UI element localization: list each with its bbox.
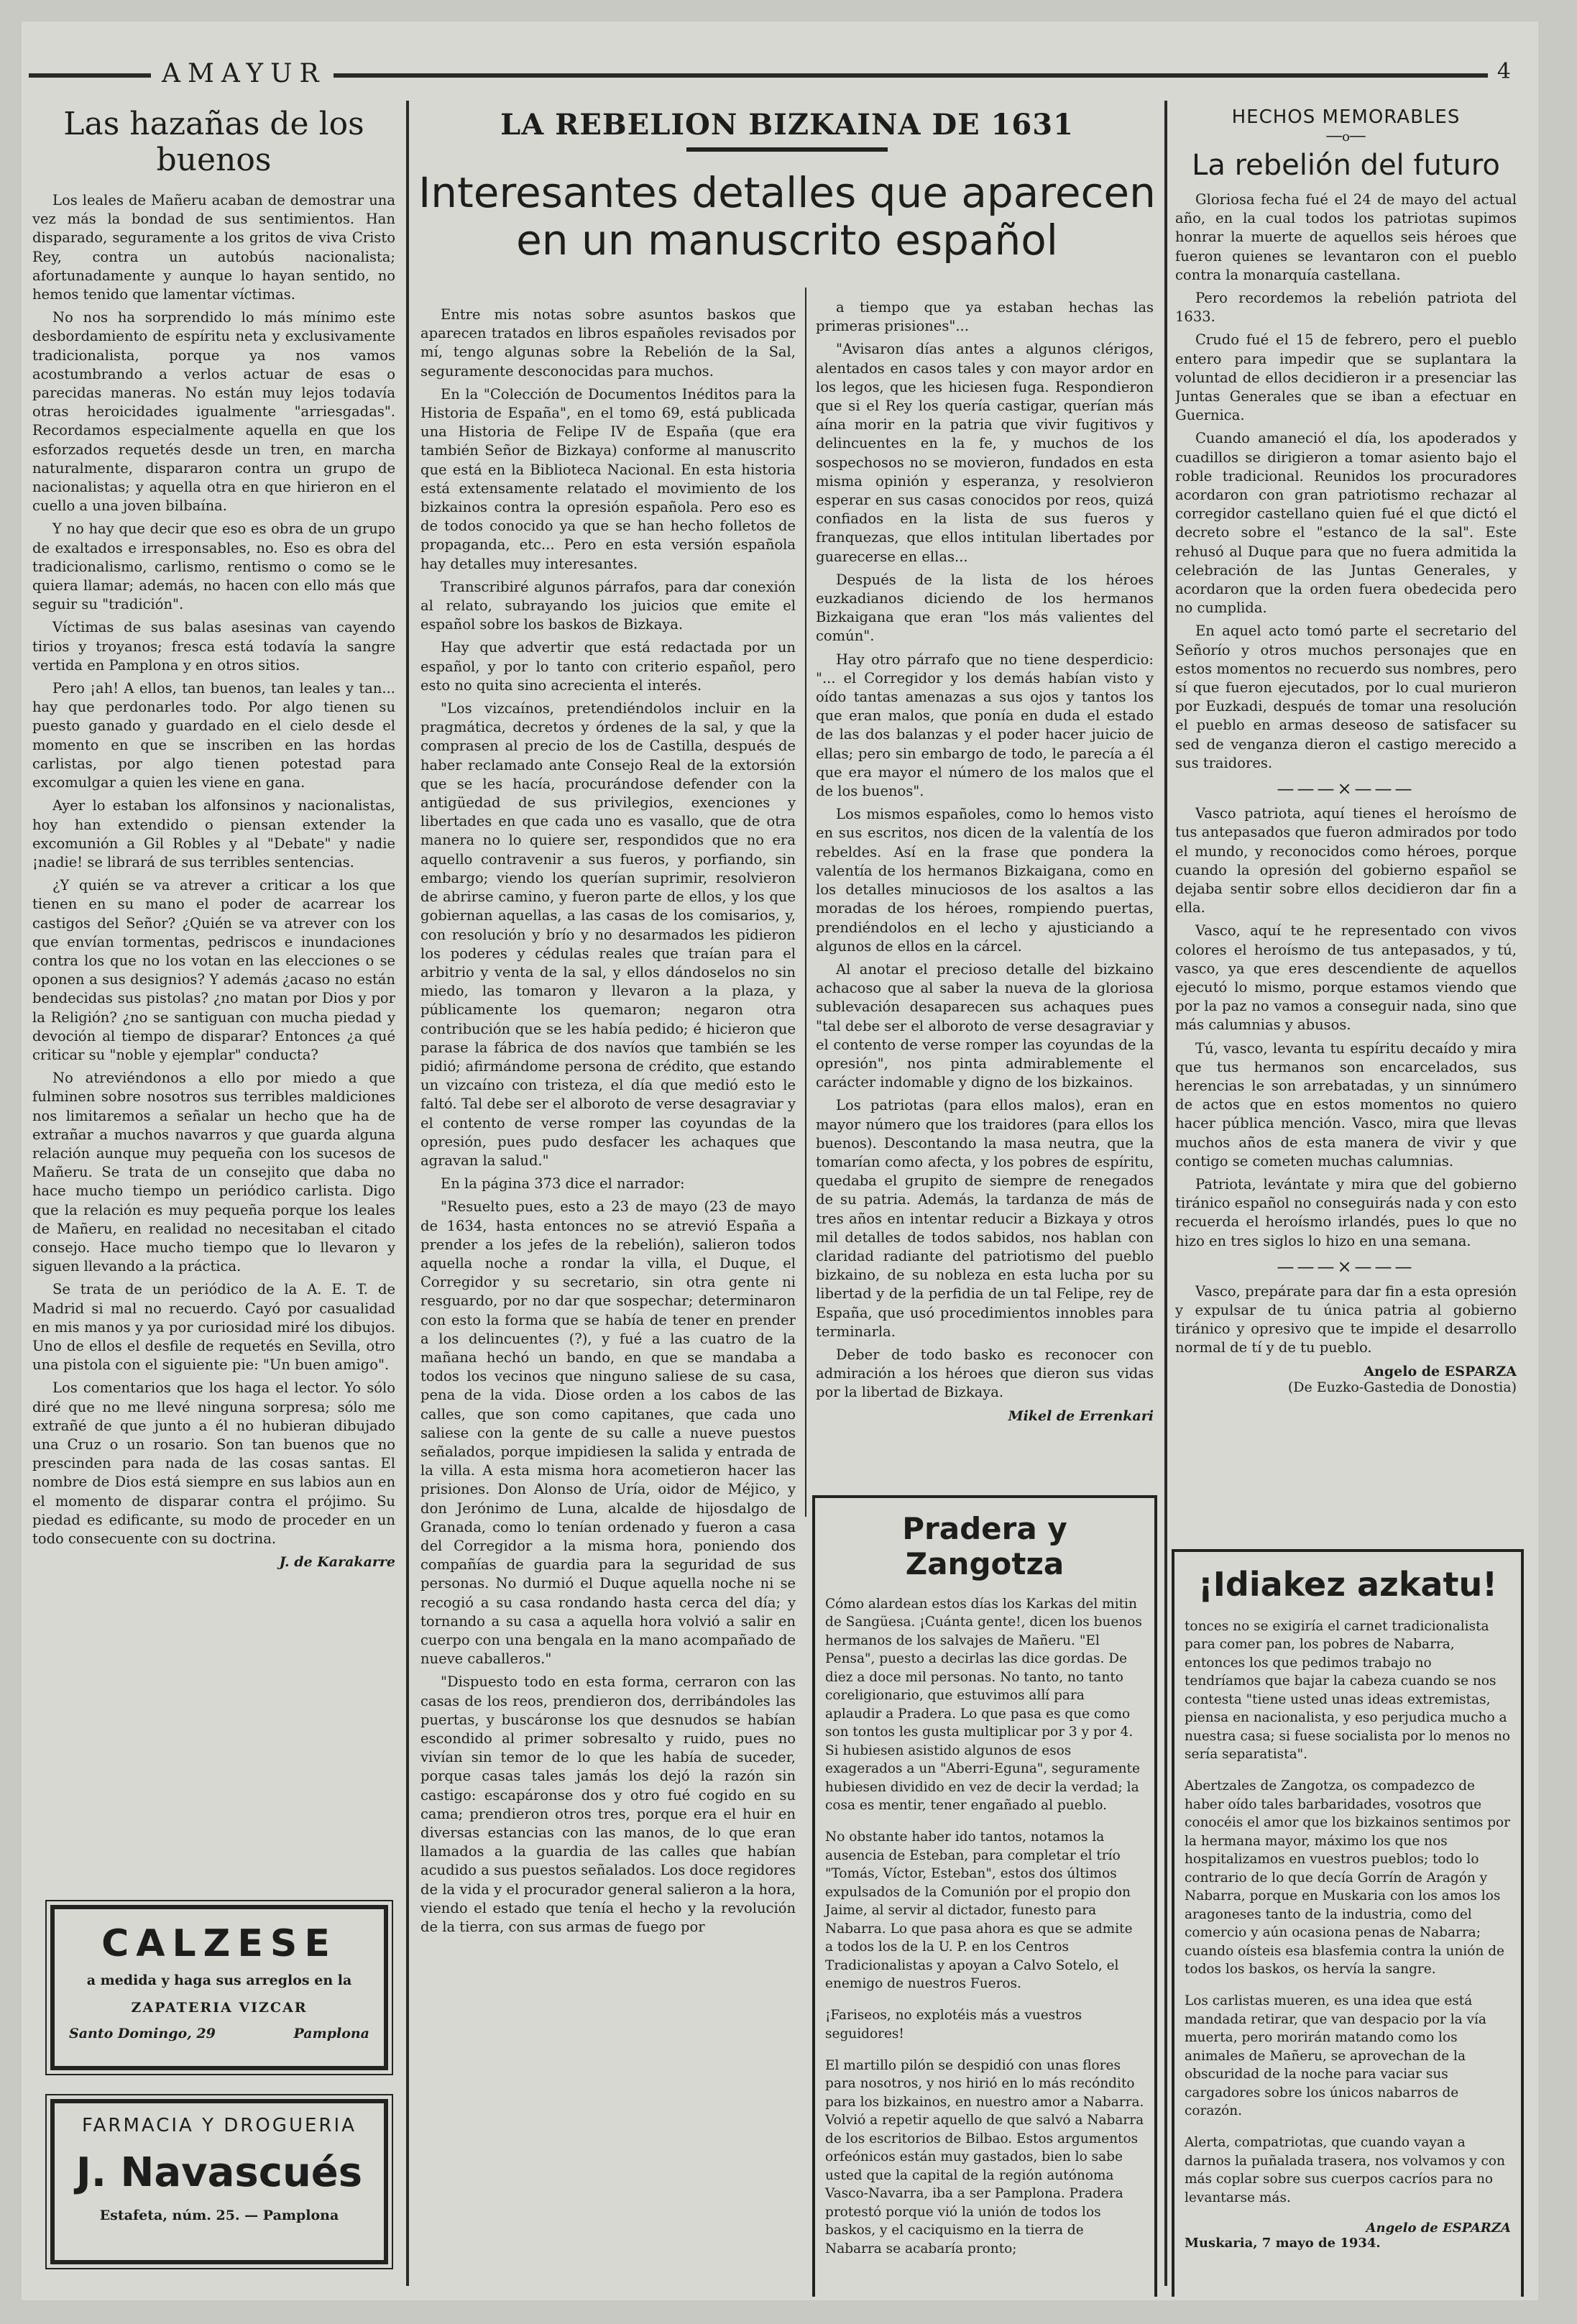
ad-calzese bbox=[50, 1905, 388, 2070]
page-number: 4 bbox=[1491, 59, 1517, 84]
signature: Angelo de ESPARZA bbox=[1366, 2220, 1511, 2236]
box-title: ¡Idiakez azkatu! bbox=[1197, 1565, 1498, 1604]
paragraph: Los mismos españoles, como lo hemos visto en sus escritos, nos dicen de la valentía de los rebeldes. Así en la frase que pondera la valentía de los hermanos Bizkaigana, como en los detalles minuciosos de los asaltos a las moradas de los héroes, rompiendo puertas, prendiéndolos en el lecho y ajusticiando a algunos de ellos en la cárcel. bbox=[816, 806, 1154, 955]
paragraph: "Resuelto pues, esto a 23 de mayo (23 de mayo de 1634, hasta entonces no se atrevió España a prender a los jefes de la rebelión), salieron todos aquella noche a rondar la villa, el Duque, el Corregidor y su secretario, sin otra gente ni resguardo, por no dar que sospechar; determinaron con esto la forma que se había de tener en prender a los delincuentes (?), y fué a las cuatro de la mañana hechó un bando, en que se mandaba a todos los vecinos que ninguno saliese de su casa, pena de la vida. Diose orden a los cabos de las calles, que son como capitanes, que cada uno saliese con la gente de su calle a nueve puestos señalados, porque impidiesen la salida y entrada de la villa. A esta misma hora acometieron hacer las prisiones. Don Alonso de Uría, oidor de Méjico, y don Jerónimo de Luna, alcalde de hijosdalgo de Granada, como lo tenían ordenado y fueron a casa del Corregidor a la misma hora, poniendo dos compañías de guardia para la seguridad de sus personas. No durmió el Duque aquella noche ni se recogió a su casa rondando hasta cerca del día; y tornando a su casa a aquella hora volvió a salir en cuerpo con una bengala en la mano acompañado de nueve caballeros." bbox=[420, 1198, 796, 1668]
center-article-col-a bbox=[420, 306, 796, 2297]
paragraph: Se trata de un periódico de la A. E. T. de Madrid si mal no recuerdo. Cayó por casualidad en mis manos y ya por curiosidad miré los dibujos. Uno de ellos el desfile de requetés en Sevilla, otro una pistola con el siguiente pie: "Un buen amigo". bbox=[32, 1281, 395, 1374]
article-title: La rebelión del futuro bbox=[1192, 149, 1500, 182]
masthead-rule-left bbox=[29, 73, 151, 78]
ad-calzese-line2: ZAPATERIA VIZCAR bbox=[131, 2000, 308, 2016]
paragraph: Los carlistas mueren, es una idea que está mandada retirar, que van despacio por la vía muerta, pero morirán matando como los animales de Mañeru, se aprovechan de la obscuridad de la noche para vaciar sus cargadores sobre los únicos nabarros de corazón. bbox=[1185, 1993, 1486, 2118]
section-title: HECHOS MEMORABLES bbox=[1231, 106, 1461, 128]
paragraph: Pero recordemos la rebelión patriota del 1633. bbox=[1175, 290, 1517, 326]
paragraph: Vasco patriota, aquí tienes el heroísmo de tus antepasados que fueron admirados por todo el mundo, y reconocidos como héroes, porque cuando la opresión del gobierno español se dejaba sentir sobre ellos decidieron dar fin a ella. bbox=[1175, 805, 1517, 917]
paragraph: Hay que advertir que está redactada por un español, y por lo tanto con criterio español, pero esto no quita sino acrecienta el interés. bbox=[420, 639, 796, 694]
section-title: LA REBELION BIZKAINA DE 1631 bbox=[500, 108, 1074, 142]
paragraph: Hay otro párrafo que no tiene desperdicio: "... el Corregidor y los demás habían visto y oído tantas amenazas a sus ojos y tantos los que eran malos, que ponía en duda el estado de las dos balanzas y el poder hacer juicio de ellas; pero sin embargo de todo, le parecía a él que era mayor el número de los malos que el de los buenos". bbox=[816, 651, 1154, 800]
separator: ———×——— bbox=[1277, 1256, 1415, 1277]
article-headline: Interesantes detalles que aparecen en un manuscrito español bbox=[418, 168, 1156, 265]
column-rule-2 bbox=[1164, 101, 1167, 2286]
paragraph: En la página 373 dice el narrador: bbox=[441, 1175, 685, 1193]
center-article-col-b bbox=[816, 298, 1154, 1484]
paragraph: Crudo fué el 15 de febrero, pero el pueblo entero para impedir que se suplantara la voluntad de ellos decidieron ir a presenciar las Juntas Generales que se iban a efectuar en Guernica. bbox=[1175, 331, 1517, 424]
column-rule-center bbox=[805, 288, 806, 1517]
column-rule-1 bbox=[406, 101, 409, 2286]
paragraph: Los patriotas (para ellos malos), eran en mayor número que los traidores (para ellos los buenos). Descontando la masa neutra, que la tomarían como afecta, y los pobres de espíritu, quedaba el grupito de siempre de renegados de su patria. Además, la tardanza de más de tres años en intentar reducir a Bizkaya y otros mil detalles de todos sabidos, nos hablan con claridad radiante del patriotismo del pueblo bizkaino, de su nobleza en esta lucha por su libertad y de la perfidia de un tal Felipe, rey de España, que usó procedimientos innobles para terminarla. bbox=[816, 1097, 1154, 1340]
paragraph: Tú, vasco, levanta tu espíritu decaído y mira que tus hermanos son encarcelados, sus herencias le son arrebatadas, y un sinnúmero de actos que en estos momentos no quiero hacer pública mención. Vasco, mira que llevas muchos años de esta manera de vivir y que contigo se cometen muchas calumnias. bbox=[1175, 1039, 1517, 1170]
paragraph: Víctimas de sus balas asesinas van cayendo tirios y troyanos; fresca está todavía la sangre vertida en Pamplona y en otros sitios. bbox=[32, 619, 395, 674]
separator: ———×——— bbox=[1277, 779, 1415, 799]
paragraph: "Avisaron días antes a algunos clérigos, alentados en casos tales y con mayor ardor en los legos, que les hiciesen fuga. Respondieron que si el Rey los quería castigar, querían más aína morir en la patria que vivir fugitivos y delincuentes en la fe, y muchos de los sospechosos no se movieron, fundados en esta misma opinión y esperanza, y resolvieron esperar en sus casas conocidos por reos, quizá confiados en la lista de sus fueros y franquezas, que ellos intitulan libertades por guarecerse en ellas... bbox=[816, 341, 1154, 565]
paragraph: Pero ¡ah! A ellos, tan buenos, tan leales y tan... hay que perdonarles todo. Por algo tienen su puesto ganado y guardado en el cielo desde el momento en que se inscriben en las hordas carlistas, por algo tienen potestad para excomulgar a quien les viene en gana. bbox=[32, 680, 395, 791]
paragraph: a tiempo que ya estaban hechas las primeras prisiones"... bbox=[816, 299, 1154, 335]
paragraph: "Dispuesto todo en esta forma, cerraron con las casas de los reos, prendieron dos, derribándoles las puertas, y buscáronse los que desnudos se habían escondido al primer sobresalto y ruido, pues no vivían sin temor de lo que les había de suceder, porque casas tales jamás los dejó la razón sin castigo: escapáronse dos y otro fué cogido en su cama; prendieron otros tres, porque era el huir en diversas estancias con las manos, de lo que eran llamados a la guardia de las calles que habían acudido a sus puestos señalados. Los doce regidores de la vida y el procurador general salieron a la hora, viendo el estado que tenía el hecho y la revolución de la tierra, con sus armas de fuego por bbox=[420, 1673, 796, 1936]
paragraph: ¿Y quién se va atrever a criticar a los que tienen en su mano el poder de acarrear los castigos del Señor? ¿Quién se va atrever con los que envían tormentas, pedriscos e inundaciones contra los que no los votan en las elecciones o se oponen a sus designios? Y además ¿acaso no están bendecidas sus pistolas? ¿no matan por Dios y por la Religión? ¿no se santiguan con mucha piedad y devoción al tiempo de disparar? Entonces ¿a qué criticar su "noble y ejemplar" conducta? bbox=[32, 877, 395, 1063]
paragraph: Transcribiré algunos párrafos, para dar conexión al relato, subrayando los juicios que emite el español sobre los baskos de Bizkaya. bbox=[420, 578, 796, 633]
paragraph: Deber de todo basko es reconocer con admiración a los héroes que dieron sus vidas por la libertad de Bizkaya. bbox=[816, 1346, 1154, 1401]
paragraph: No obstante haber ido tantos, notamos la ausencia de Esteban, para completar el trío "Tomás, Víctor, Esteban", estos dos últimos expulsados de la Comunión por el propio don Jaime, al servir al dictador, funesto para Nabarra. Lo que pasa ahora es que se admite a todos los de la U. P. en los Centros Tradicionalistas y apoyan a Calvo Sotelo, el enemigo de nuestros Fueros. bbox=[825, 1829, 1133, 1991]
paragraph: Después de la lista de los héroes euzkadianos diciendo de los hermanos Bizkaigana que eran "los más valientes del común". bbox=[816, 571, 1154, 645]
article-title: Las hazañas de los buenos bbox=[63, 106, 364, 178]
paragraph: En la "Colección de Documentos Inéditos para la Historia de España", en el tomo 69, está publicada una Historia de Felipe IV de España (que era también Señor de Bizkaya) conforme al manuscrito que está en la Biblioteca Nacional. En esta historia está extensamente relatado el movimiento de los bizkainos contra la opresión española. Pero eso es de todos conocido ya que se han hecho folletos de propaganda, etc... Pero en esta versión española hay detalles muy interesantes. bbox=[420, 385, 796, 572]
paragraph: Y no hay que decir que eso es obra de un grupo de exaltados e irresponsables, no. Eso es obra del tradicionalismo, carlismo, rentismo o como se le quiera llamar; además, no hacen con ello más que seguir su "tradición". bbox=[32, 520, 395, 613]
ad-navascues-address: Estafeta, núm. 25. — Pamplona bbox=[99, 2208, 339, 2223]
paragraph: Entre mis notas sobre asuntos baskos que aparecen tratados en libros españoles revisados por mí, tengo algunas sobre la Rebelión de la Sal, seguramente desconocidas para muchos. bbox=[420, 306, 796, 380]
paragraph: Los leales de Mañeru acaban de demostrar una vez más la bondad de sus sentimientos. Han disparado, seguramente a los gritos de viva Cristo Rey, contra un autobús nacionalista; afortunadamente y aunque lo hayan sentido, no hemos tenido que lamentar víctimas. bbox=[32, 192, 395, 303]
paragraph: Al anotar el precioso detalle del bizkaino achacoso que al saber la nueva de la gloriosa sublevación desaparecen sus achaques pues "tal debe ser el alboroto de verse desagraviar y el contento de verse romper las coyundas de la opresión", nos pinta admirablemente el carácter indomable y digno de los bizkainos. bbox=[816, 960, 1154, 1091]
paragraph: En aquel acto tomó parte el secretario del Señorío y otros muchos personajes que en estos momentos no recuerdo sus nombres, pero sí que fueron ejecutados, por lo cual murieron por Euzkadi, después de tomar una resolución el pueblo en armas deseoso de satisfacer su sed de venganza dieron el castigo merecido a sus traidores. bbox=[1175, 623, 1517, 771]
signature: J. de Karakarre bbox=[279, 1554, 395, 1571]
ad-calzese-line1: a medida y haga sus arreglos en la bbox=[86, 1972, 352, 1988]
paragraph: Gloriosa fecha fué el 24 de mayo del actual año, en la cual todos los patriotas supimos honrar la muerte de aquellos seis héroes que fueron quienes se levantaron con el pueblo contra la monarquía castellana. bbox=[1175, 191, 1517, 283]
masthead bbox=[29, 59, 1531, 88]
paragraph: Ayer lo estaban los alfonsinos y nacionalistas, hoy han extendido o piensan extender la excomunión a Gil Robles y al "Debate" y nadie ¡nadie! se librará de sus terribles sentencias. bbox=[32, 797, 395, 871]
signature: Mikel de Errenkari bbox=[1008, 1407, 1154, 1424]
idiakez-article bbox=[1172, 1549, 1524, 2297]
ad-navascues bbox=[50, 2099, 388, 2264]
paragraph: ¡Fariseos, no explotéis más a vuestros seguidores! bbox=[825, 2008, 1082, 2041]
ad-navascues-line1: FARMACIA Y DROGUERIA bbox=[82, 2115, 357, 2136]
paragraph: Cuando amaneció el día, los apoderados y cuadillos se dirigieron a tomar asiento bajo el roble tradicional. Reunidos los procuradores acordaron con gran patriotismo rechazar al corregidor castellano quien fué el que dictó el decreto sobre el "estanco de la sal". Este rehusó al Duque para que no fuera admitida la celebración de las Juntas Generales, y acordaron que la orden fuera obedecida pero no cumplida. bbox=[1175, 430, 1517, 617]
paragraph: No atreviéndonos a ello por miedo a que fulminen sobre nosotros sus terribles maldiciones nos limitaremos a señalar un hecho que ha de extrañar a muchos navarros y que guarda alguna relación aunque muy pequeña con los sucesos de Mañeru. Se trata de un consejito que daba no hace mucho tiempo un periódico carlista. Digo que la relación es muy pequeña porque los leales de Mañeru, en realidad no necesitaban el citado consejo. Hace mucho tiempo que lo llevaron y siguen llevando a la práctica. bbox=[32, 1070, 395, 1275]
dateline: Muskaria, 7 mayo de 1934. bbox=[1185, 2235, 1381, 2251]
signature: Angelo de ESPARZA bbox=[1364, 1363, 1517, 1379]
ad-calzese-address: Santo Domingo, 29 bbox=[69, 2026, 216, 2041]
paragraph: El martillo pilón se despidió con unas flores para nosotros, y nos hirió en lo más recóndito para los bizkainos, en nuestro amor a Nabarra. Volvió a repetir aquello de que salvó a Nabarra de los escritorios de Bilbao. Estos argumentos orfeónicos están muy gastados, bien lo sabe usted que la capital de la región autónoma Vasco-Navarra, iba a ser Pamplona. Pradera protestó porque vió la unión de todos los baskos, y el caciquismo en la tierra de Nabarra se acabaría pronto; bbox=[825, 2057, 1144, 2256]
ad-calzese-name: CALZESE bbox=[101, 1922, 337, 1965]
center-header bbox=[417, 108, 1157, 264]
newspaper-page bbox=[22, 22, 1538, 2300]
left-article bbox=[32, 106, 395, 1882]
ad-calzese-city: Pamplona bbox=[293, 2026, 369, 2041]
source: (De Euzko-Gastedia de Donostia) bbox=[1287, 1379, 1517, 1395]
ornament: ──o── bbox=[1326, 129, 1366, 144]
paragraph: Los comentarios que los haga el lector. Yo sólo diré que no me llevé ninguna sorpresa; sólo me extrañé de que junto a él no hubieran dibujado una Cruz o un rosario. Son tan buenos que no prescinden para nada de las cosas santas. El nombre de Dios está siempre en sus labios aun en el momento de disparar contra el prójimo. Su piedad es edificante, su modo de proceder en un todo consecuente con su doctrina. bbox=[32, 1379, 395, 1548]
paragraph: Vasco, prepárate para dar fin a esta opresión y expulsar de tu única patria al gobierno tiránico y opresivo que te impide el desarrollo normal de tí y de tu pueblo. bbox=[1175, 1282, 1517, 1356]
paragraph: No nos ha sorprendido lo más mínimo este desbordamiento de espíritu neta y exclusivamente tradicionalista, porque ya nos vamos acostumbrando a verlos actuar de esas o parecidas maneras. No están muy lejos todavía otras heroicidades igualmente "arriesgadas". Recordamos especialmente aquella en que los esforzados requetés desde un tren, en marcha naturalmente, dispararon contra un grupo de nacionalistas; y aquella otra en que hirieron en el cuello a una joven bilbaína. bbox=[32, 309, 395, 515]
paragraph: Patriota, levántate y mira que del gobierno tiránico español no conseguirás nada y con esto recuerda el heroísmo irlandés, pues lo que no hizo en tres siglos lo hizo en una semana. bbox=[1175, 1175, 1517, 1249]
paragraph: Vasco, aquí te he representado con vivos colores el heroísmo de tus antepasados, y tú, vasco, ya que eres descendiente de aquellos ejecutó lo mismo, porque estamos viendo que por la paz no vamos a conseguir nada, sino que más calumnias y abusos. bbox=[1175, 922, 1517, 1034]
paragraph: Alerta, compatriotas, que cuando vayan a darnos la puñalada trasera, nos volvamos y con más coplar sobre sus cuerpos cacríos para no levantarse más. bbox=[1185, 2135, 1505, 2205]
pradera-article bbox=[812, 1495, 1157, 2297]
ad-navascues-name: J. Navascués bbox=[75, 2149, 363, 2196]
masthead-name: AMAYUR bbox=[155, 59, 334, 88]
masthead-rule-right bbox=[266, 73, 1488, 78]
paragraph: tonces no se exigiría el carnet tradicionalista para comer pan, los pobres de Nabarra, entonces los que pedimos trabajo no tendríamos que bajar la cabeza cuando se nos contesta "tiene usted unas ideas extremistas, piensa en nacionalista, y eso perjudica mucho a nuestra casa; si fuese socialista por lo menos no sería separatista". bbox=[1185, 1618, 1511, 1762]
box-title: Pradera y Zangotza bbox=[902, 1511, 1067, 1581]
right-article bbox=[1175, 106, 1517, 1551]
paragraph: "Los vizcaínos, pretendiéndolos incluir en la pragmática, decretos y órdenes de la sal, y que la comprasen al precio de los de Castilla, después de haber reclamado ante Consejo Real de la extorsión que se les hacía, procurándose defender con la antigüedad de sus privilegios, exenciones y libertades en que cada uno es vasallo, que de otra manera no lo quiere ser, respondidos que no era aquello contravenir a sus fueros, y porfiando, sin embargo; viendo los querían suprimir, resolvieron de abrirse camino, y fueron parte de ellos, y los que gobiernan aquellas, a las casas de los comisarios, y, con resolución y brío y no desarmados les pidieron los poderes y cédulas reales que traían para el arbitrio y venta de la sal, y ellos dándoselos no sin miedo, las tomaron y llevaron a la plaza, y públicamente los quemaron; negaron otra contribución que se les había pedido; é hicieron que parase la fábrica de dos navíos que también se les pidió; afirmándome persona de crédito, que estando un vizcaíno con tristeza, el día que medió esto le faltó. Tal debe ser el alboroto de verse desagraviar y el contento de verse romper las coyundas de la opresión, pues pudo desfacer les achaques que agravan la salud." bbox=[420, 700, 796, 1169]
paragraph: Cómo alardean estos días los Karkas del mitin de Sangüesa. ¡Cuánta gente!, dicen los buenos hermanos de los salvajes de Mañeru. "El Pensa", puesto a decirlas las dice gordas. De diez a doce mil personas. No tanto, no tanto coreligionario, que estuvimos allí para aplaudir a Pradera. Lo que pasa es que como son tontos les gusta multiplicar por 3 y por 4. Si hubiesen asistido algunos de esos exagerados a un "Aberri-Eguna", seguramente hubiesen dividido en vez de decir la verdad; la cosa es mentir, tener engañado al pueblo. bbox=[825, 1596, 1142, 1813]
paragraph: Abertzales de Zangotza, os compadezco de haber oído tales barbaridades, vosotros que conocéis el amor que los bizkainos sentimos por la hermana mayor, máximo los que nos hospitalizamos en vuestros pueblos; todo lo contrario de lo que decía Gorrín de Aragón y Nabarra, porque en Muskaria con los amos los aragoneses tanto de la industria, como del comercio y aún ocasiona penas de Nabarra; cuando oísteis esa blasfemia contra la unión de todos los baskos, os hervía la sangre. bbox=[1185, 1778, 1511, 1977]
title-underline bbox=[686, 147, 888, 152]
